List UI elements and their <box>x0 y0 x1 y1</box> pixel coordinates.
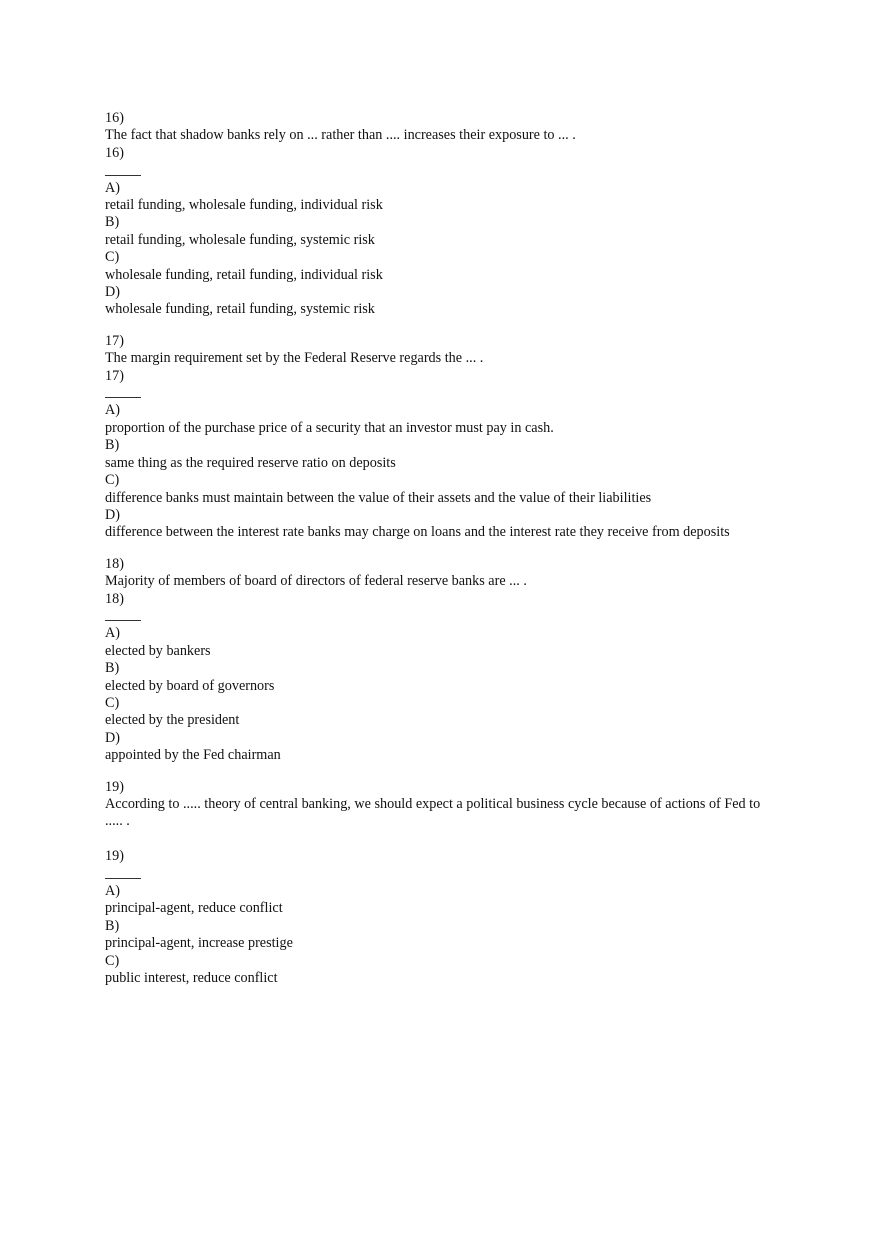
question-17 <box>105 333 805 542</box>
option-letter: B) <box>105 917 120 934</box>
option-text: retail funding, wholesale funding, individual risk <box>105 197 383 214</box>
option-text: same thing as the required reserve ratio on deposits <box>105 454 396 471</box>
answer-number: 16) <box>105 144 124 161</box>
option-text: elected by board of governors <box>105 677 275 694</box>
option-text: elected by bankers <box>105 642 211 659</box>
answer-blank[interactable] <box>105 385 141 402</box>
option-text: difference banks must maintain between the value of their assets and the value of their liabilities <box>105 489 652 506</box>
answer-blank[interactable] <box>105 162 141 179</box>
question-number: 19) <box>105 778 124 795</box>
answer-number: 19) <box>105 848 124 865</box>
option-text: elected by the president <box>105 712 240 729</box>
option-letter: C) <box>105 952 120 969</box>
answer-number: 17) <box>105 367 124 384</box>
option-letter: C) <box>105 694 120 711</box>
option-letter: B) <box>105 437 120 454</box>
option-letter: A) <box>105 882 120 899</box>
option-letter: D) <box>105 284 120 301</box>
option-text: difference between the interest rate banks may charge on loans and the interest rate they receive from deposits <box>105 524 730 541</box>
question-16 <box>105 110 805 319</box>
option-text: retail funding, wholesale funding, systemic risk <box>105 231 375 248</box>
option-text: proportion of the purchase price of a security that an investor must pay in cash. <box>105 419 554 436</box>
answer-number: 18) <box>105 590 124 607</box>
answer-blank[interactable] <box>105 866 141 883</box>
option-text: principal-agent, increase prestige <box>105 935 293 952</box>
option-letter: A) <box>105 625 120 642</box>
answer-blank[interactable] <box>105 608 141 625</box>
option-letter: C) <box>105 249 120 266</box>
option-text: principal-agent, reduce conflict <box>105 900 283 917</box>
option-letter: C) <box>105 472 120 489</box>
option-text: wholesale funding, retail funding, individual risk <box>105 266 383 283</box>
exam-page <box>105 110 805 1001</box>
question-stem: The margin requirement set by the Federal Reserve regards the ... . <box>105 350 484 367</box>
option-letter: B) <box>105 660 120 677</box>
question-stem: The fact that shadow banks rely on ... rather than .... increases their exposure to ... . <box>105 127 576 144</box>
question-18 <box>105 556 805 765</box>
question-stem: According to ..... theory of central banking, we should expect a political business cycle because of actions of Fed to ..... . <box>105 795 761 830</box>
option-text: public interest, reduce conflict <box>105 970 278 987</box>
question-number: 16) <box>105 110 124 126</box>
option-letter: D) <box>105 729 120 746</box>
question-number: 18) <box>105 555 124 572</box>
question-stem: Majority of members of board of directors of federal reserve banks are ... . <box>105 573 527 590</box>
option-letter: D) <box>105 506 120 523</box>
question-19 <box>105 779 805 988</box>
option-letter: A) <box>105 402 120 419</box>
spacer <box>105 831 805 848</box>
option-text: wholesale funding, retail funding, systemic risk <box>105 301 375 318</box>
question-number: 17) <box>105 332 124 349</box>
option-letter: A) <box>105 179 120 196</box>
option-letter: B) <box>105 214 120 231</box>
option-text: appointed by the Fed chairman <box>105 747 281 764</box>
